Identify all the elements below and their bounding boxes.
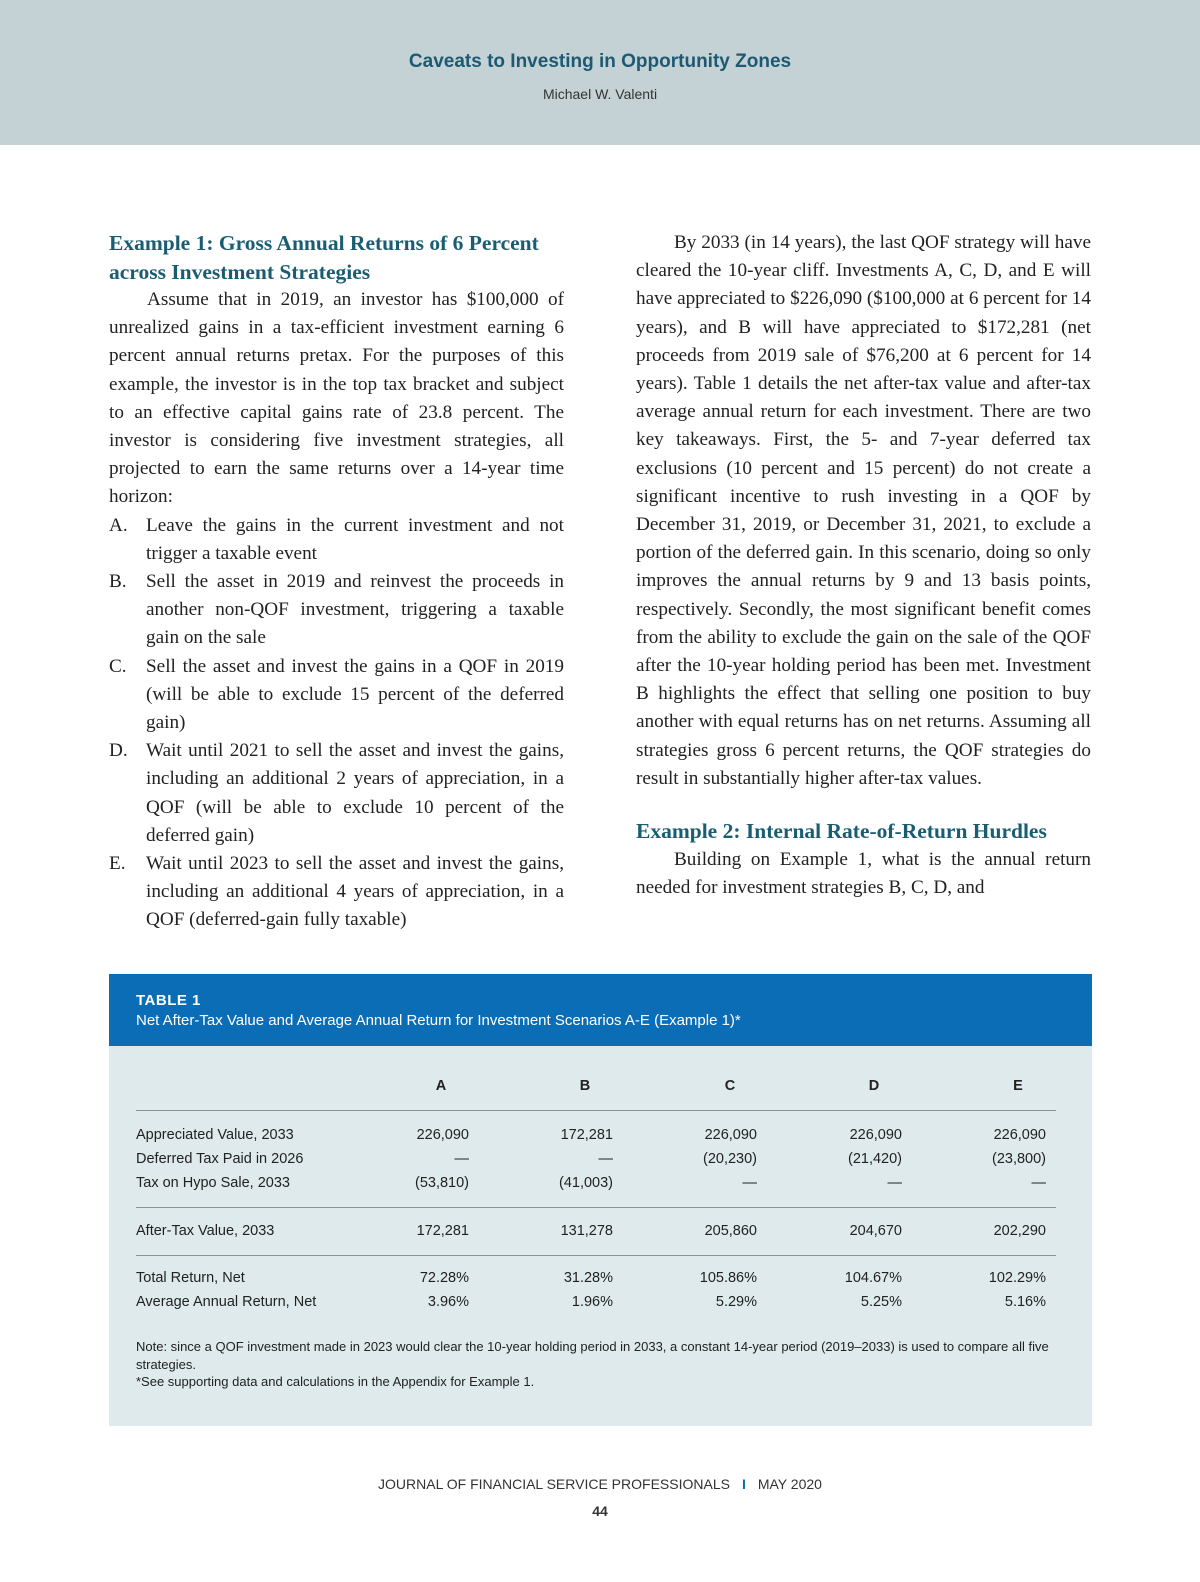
list-letter: E. [109,853,126,875]
right-column [636,229,1091,902]
column-header-a: A [435,1078,447,1094]
table-footnote: *See supporting data and calculations in the Appendix for Example 1. [136,1374,535,1389]
journal-name: JOURNAL OF FINANCIAL SERVICE PROFESSIONALS [378,1476,730,1492]
column-header-e: E [1013,1078,1023,1094]
list-text: Wait until 2021 to sell the asset and invest the gains, including an additional 2 years of appreciation, in a QOF (will be able to exclude 10 percent of the deferred gain) [146,740,564,846]
table-rule [136,1110,1056,1111]
table-1 [109,974,1092,1426]
row-label: Total Return, Net [136,1270,245,1286]
row-label: After-Tax Value, 2033 [136,1223,275,1239]
table-cell: 31.28% [563,1270,613,1286]
table-cell: 5.16% [1004,1294,1046,1310]
table-cell: — [887,1175,902,1191]
table-cell: — [454,1151,469,1167]
table-header-bar [109,974,1092,1046]
issue-date: MAY 2020 [757,1476,822,1492]
table-note-text: Note: since a QOF investment made in 2023 would clear the 10-year holding period in 2033, a constant 14-year period (2019–2033) is used to compare all five strategies. [136,1339,1049,1372]
list-item [109,653,564,738]
list-text: Sell the asset and invest the gains in a QOF in 2019 (will be able to exclude 15 percent of the deferred gain) [146,655,564,734]
table-cell: 5.29% [715,1294,757,1310]
table-cell: — [1031,1175,1046,1191]
strategy-list [109,512,564,935]
table-cell: 104.67% [844,1270,902,1286]
table-rule [136,1207,1056,1208]
table-cell: 105.86% [699,1270,757,1286]
example1-heading: Example 1: Gross Annual Returns of 6 Percent across Investment Strategies [109,231,539,284]
table-cell: 172,281 [560,1127,613,1143]
table-label: TABLE 1 [136,992,201,1009]
example2-heading: Example 2: Internal Rate-of-Return Hurdles [636,819,1047,844]
table-note [136,1338,1056,1391]
list-letter: B. [109,571,127,593]
table-cell: 72.28% [419,1270,469,1286]
table-rule [136,1255,1056,1256]
list-text: Sell the asset in 2019 and reinvest the proceeds in another non-QOF investment, triggering a taxable gain on the sale [146,571,564,649]
table-cell: 226,090 [416,1127,469,1143]
table-cell: — [598,1151,613,1167]
example2-intro: Building on Example 1, what is the annual return needed for investment strategies B, C, D, and [636,848,1091,898]
list-item [109,512,564,568]
example1-intro: Assume that in 2019, an investor has $100,000 of unrealized gains in a tax-efficient investment earning 6 percent annual returns pretax. For the purposes of this example, the investor is in the top tax bracket and subject to an effective capital gains rate of 23.8 percent. The investor is considering five investment strategies, all projected to earn the same returns over a 14-year time horizon: [109,289,564,508]
table-cell: 131,278 [560,1223,613,1239]
list-letter: D. [109,740,128,762]
row-label: Appreciated Value, 2033 [136,1127,294,1143]
example1-discussion: By 2033 (in 14 years), the last QOF strategy will have cleared the 10-year cliff. Investments A, C, D, and E will have appreciated to $226,090 ($100,000 at 6 percent for 14 years), and B will have appreciated to $172,281 (net proceeds from 2019 sale of $76,200 at 6 percent for 14 years). Table 1 details the net after-tax value and after-tax average annual return for each investment. There are two key takeaways. First, the 5- and 7-year deferred tax exclusions (10 percent and 15 percent) do not create a significant incentive to rush investing in a QOF by December 31, 2019, or December 31, 2021, to exclude a portion of the deferred gain. In this scenario, doing so only improves the annual returns by 9 and 13 basis points, respectively. Secondly, the most significant benefit comes from the ability to exclude the gain on the sale of the QOF after the 10-year holding period has been met. Investment B highlights the effect that selling one position to buy another with equal returns has on net returns. Assuming all strategies gross 6 percent returns, the QOF strategies do result in substantially higher after-tax values. [636,232,1091,789]
footer-separator: I [741,1476,746,1492]
table-cell: 202,290 [993,1223,1046,1239]
row-label: Deferred Tax Paid in 2026 [136,1151,304,1167]
row-label: Average Annual Return, Net [136,1294,317,1310]
article-title: Caveats to Investing in Opportunity Zones [408,51,792,72]
table-cell: 172,281 [416,1223,469,1239]
table-cell: 226,090 [993,1127,1046,1143]
page-footer [0,1476,1200,1492]
table-cell: — [742,1175,757,1191]
row-label: Tax on Hypo Sale, 2033 [136,1175,290,1191]
table-cell: (53,810) [414,1175,469,1191]
table-cell: 226,090 [849,1127,902,1143]
list-text: Wait until 2023 to sell the asset and invest the gains, including an additional 4 years of appreciation, in a QOF (deferred-gain fully taxable) [146,853,564,931]
column-header-d: D [868,1078,880,1094]
left-column [109,229,564,935]
table-cell: (21,420) [847,1151,902,1167]
table-cell: 205,860 [704,1223,757,1239]
page-header [0,0,1200,145]
list-text: Leave the gains in the current investment and not trigger a taxable event [146,514,564,564]
table-cell: 204,670 [849,1223,902,1239]
article-author: Michael W. Valenti [542,86,658,102]
table-cell: (20,230) [702,1151,757,1167]
list-letter: C. [109,655,127,677]
list-item [109,850,564,935]
column-header-c: C [724,1078,736,1094]
column-header-b: B [579,1078,591,1094]
page-number: 44 [592,1503,608,1519]
table-cell: 226,090 [704,1127,757,1143]
table-cell: 102.29% [988,1270,1046,1286]
table-cell: (41,003) [558,1175,613,1191]
table-cell: 5.25% [860,1294,902,1310]
table-cell: 3.96% [427,1294,469,1310]
table-cell: (23,800) [991,1151,1046,1167]
list-letter: A. [109,514,128,536]
list-item [109,568,564,653]
table-caption: Net After-Tax Value and Average Annual Return for Investment Scenarios A-E (Example 1)* [136,1012,741,1029]
table-cell: 1.96% [571,1294,613,1310]
list-item [109,737,564,850]
